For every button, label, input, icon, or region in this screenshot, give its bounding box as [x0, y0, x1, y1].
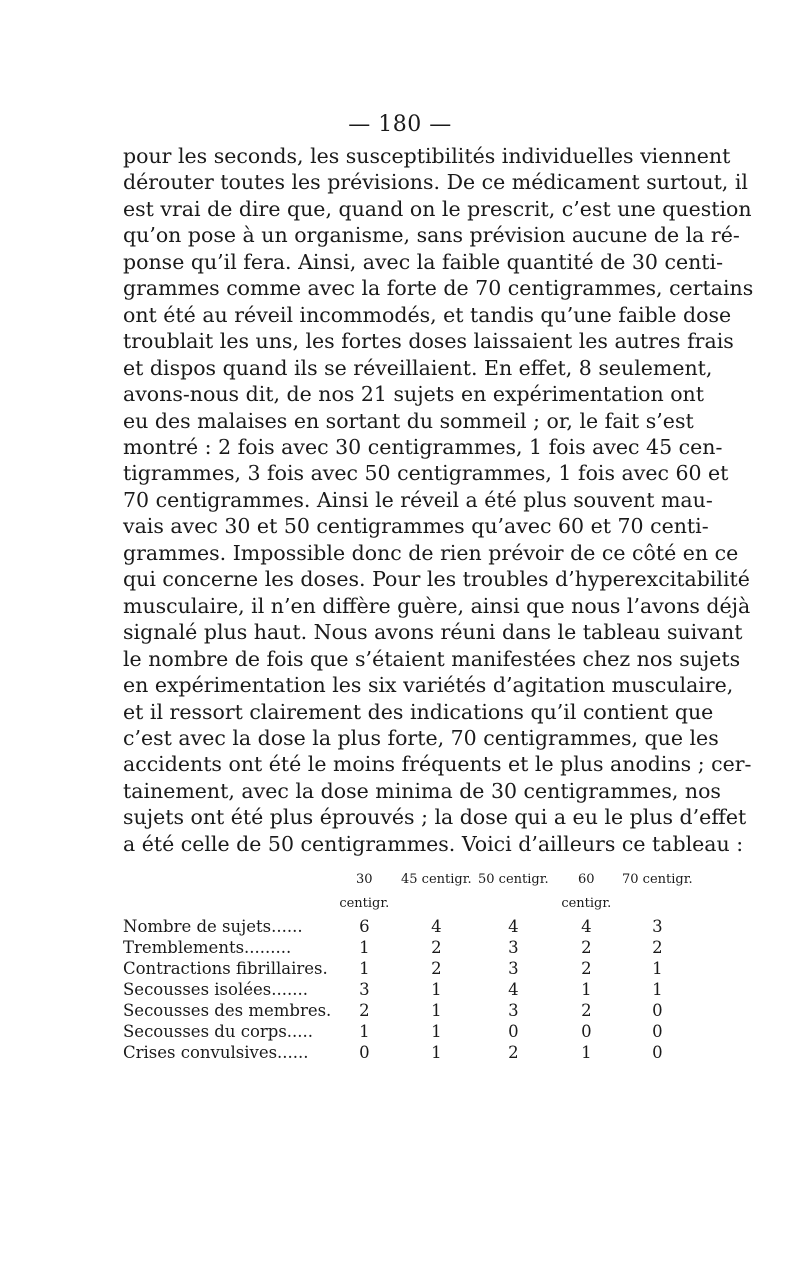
text-line: accidents ont été le moins fréquents et le plus anodins ; cer- — [123, 752, 752, 777]
table-row — [123, 958, 693, 979]
text-line: est vrai de dire que, quand on le prescrit, c’est une question — [123, 196, 752, 221]
table-header-cell: 70 centigr. — [621, 872, 693, 887]
table-cell: 0 — [652, 1022, 663, 1041]
text-line: tigrammes, 3 fois avec 50 centigrammes, 1 fois avec 60 et — [123, 461, 729, 486]
table-cell: 3 — [508, 959, 519, 978]
text-line: eu des malaises en sortant du sommeil ; or, le fait s’est — [123, 408, 694, 433]
table-row — [123, 1021, 693, 1042]
table-cell: 2 — [431, 959, 442, 978]
dose-effects-table — [123, 868, 693, 1063]
text-line: avons-nous dit, de nos 21 sujets en expérimentation ont — [123, 382, 704, 407]
table-cell: 2 — [581, 959, 592, 978]
text-line: en expérimentation les six variétés d’agitation musculaire, — [123, 673, 734, 698]
table-header-row — [123, 868, 693, 916]
table-cell: 1 — [581, 1043, 592, 1062]
table-cell: 1 — [652, 959, 663, 978]
table-cell: 2 — [508, 1043, 519, 1062]
text-line: sujets ont été plus éprouvés ; la dose qui a eu le plus d’effet — [123, 805, 747, 830]
row-label: Secousses isolées....... — [123, 980, 308, 999]
table-cell: 2 — [431, 938, 442, 957]
row-label: Contractions fibrillaires. — [123, 959, 328, 978]
table-cell: 6 — [359, 917, 370, 936]
table-cell: 1 — [431, 980, 442, 999]
table-cell: 1 — [359, 938, 370, 957]
table-cell: 1 — [431, 1043, 442, 1062]
table-cell: 3 — [359, 980, 370, 999]
text-line: 70 centigrammes. Ainsi le réveil a été plus souvent mau- — [123, 487, 713, 512]
table-header-cell: 30 centigr. — [339, 872, 390, 911]
table-cell: 0 — [652, 1043, 663, 1062]
page-number: — 180 — — [348, 112, 452, 137]
row-label: Crises convulsives...... — [123, 1043, 309, 1062]
row-label: Secousses du corps..... — [123, 1022, 314, 1041]
table-cell: 0 — [581, 1022, 592, 1041]
text-line: et il ressort clairement des indications qu’il contient que — [123, 699, 714, 724]
table-cell: 4 — [581, 917, 592, 936]
table-cell: 1 — [581, 980, 592, 999]
table-cell: 0 — [508, 1022, 519, 1041]
text-line: pour les seconds, les susceptibilités individuelles viennent — [123, 144, 731, 168]
text-line: tainement, avec la dose minima de 30 centigrammes, nos — [123, 778, 721, 803]
row-label: Secousses des membres. — [123, 1001, 332, 1020]
table-header-cell: 60 centigr. — [561, 872, 612, 911]
table-row — [123, 1042, 693, 1063]
text-line: le nombre de fois que s’étaient manifestées chez nos sujets — [123, 646, 741, 671]
table-cell: 2 — [581, 1001, 592, 1020]
table-row — [123, 1000, 693, 1021]
table-cell: 1 — [431, 1022, 442, 1041]
text-line: a été celle de 50 centigrammes. Voici d’ailleurs ce tableau : — [123, 831, 744, 856]
table-row — [123, 979, 693, 1000]
text-line: vais avec 30 et 50 centigrammes qu’avec 60 et 70 centi- — [123, 514, 709, 539]
row-label: Tremblements......... — [123, 938, 292, 957]
text-line: troublait les uns, les fortes doses laissaient les autres frais — [123, 329, 734, 354]
text-line: qu’on pose à un organisme, sans prévision aucune de la ré- — [123, 223, 740, 248]
table-cell: 4 — [508, 980, 519, 999]
table-cell: 4 — [431, 917, 442, 936]
table-cell: 4 — [508, 917, 519, 936]
text-line: montré : 2 fois avec 30 centigrammes, 1 fois avec 45 cen- — [123, 434, 723, 459]
table-cell: 2 — [652, 938, 663, 957]
table-cell: 1 — [652, 980, 663, 999]
table-cell: 1 — [359, 1022, 370, 1041]
text-line: grammes comme avec la forte de 70 centigrammes, certains — [123, 276, 754, 301]
body-paragraph — [123, 143, 754, 857]
text-line: et dispos quand ils se réveillaient. En effet, 8 seulement, — [123, 355, 713, 380]
text-line: qui concerne les doses. Pour les troubles d’hyperexcitabilité — [123, 567, 750, 592]
table-cell: 1 — [431, 1001, 442, 1020]
table-cell: 3 — [652, 917, 663, 936]
table-header-blank — [123, 868, 331, 916]
text-line: ponse qu’il fera. Ainsi, avec la faible quantité de 30 centi- — [123, 249, 724, 274]
text-line: signalé plus haut. Nous avons réuni dans le tableau suivant — [123, 620, 743, 645]
table-header-cell: 45 centigr. — [400, 872, 472, 887]
table-header-cell: 50 centigr. — [477, 872, 549, 887]
table-cell: 3 — [508, 938, 519, 957]
table-cell: 0 — [652, 1001, 663, 1020]
text-line: c’est avec la dose la plus forte, 70 centigrammes, que les — [123, 725, 719, 750]
text-line: dérouter toutes les prévisions. De ce médicament surtout, il — [123, 170, 748, 195]
row-label: Nombre de sujets...... — [123, 917, 303, 936]
table-cell: 2 — [359, 1001, 370, 1020]
text-line: musculaire, il n’en diffère guère, ainsi que nous l’avons déjà — [123, 593, 751, 618]
table-cell: 1 — [359, 959, 370, 978]
text-line: grammes. Impossible donc de rien prévoir de ce côté en ce — [123, 540, 739, 565]
text-line: ont été au réveil incommodés, et tandis qu’une faible dose — [123, 302, 732, 327]
table-row — [123, 937, 693, 958]
table-cell: 0 — [359, 1043, 370, 1062]
table-cell: 3 — [508, 1001, 519, 1020]
table-cell: 2 — [581, 938, 592, 957]
table-row — [123, 916, 693, 937]
